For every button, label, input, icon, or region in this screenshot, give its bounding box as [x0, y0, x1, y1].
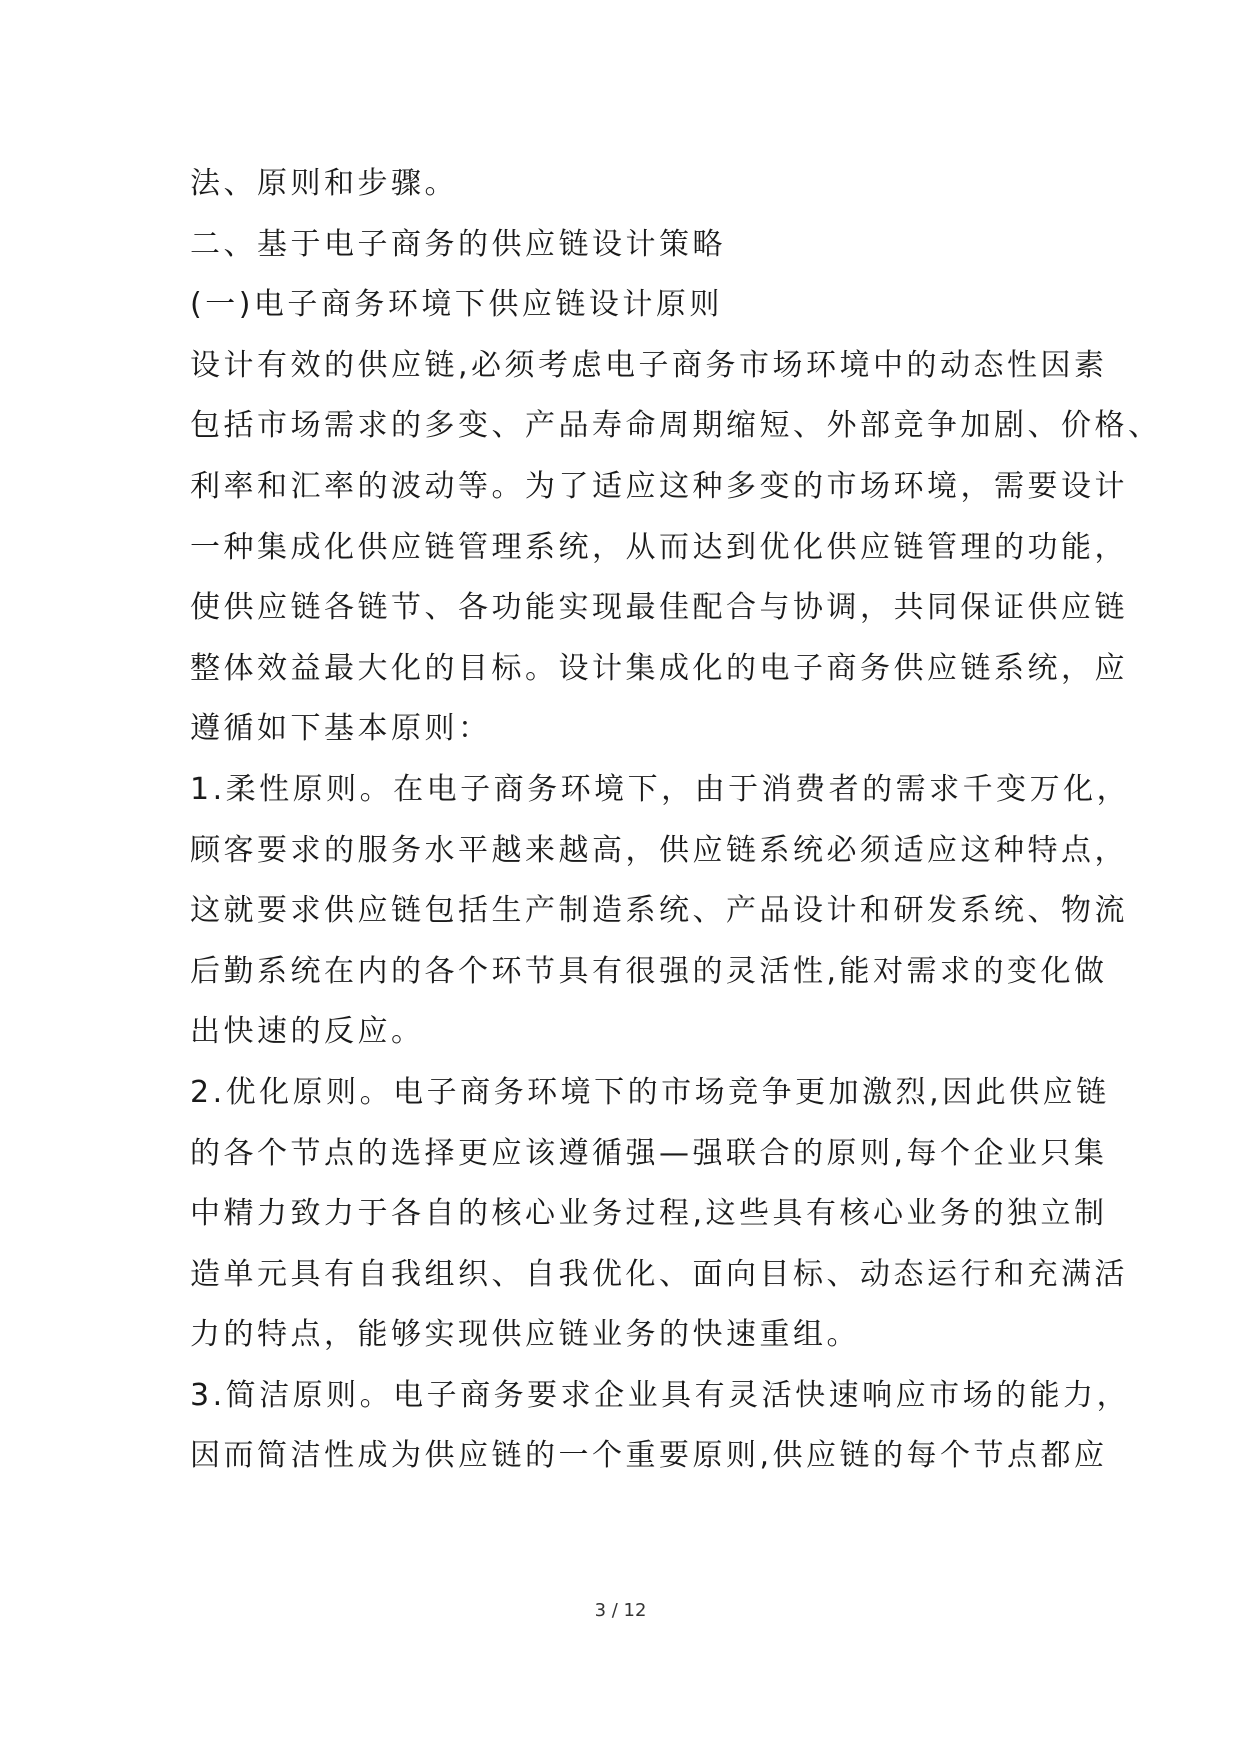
text-line: 设计有效的供应链,必须考虑电子商务市场环境中的动态性因素	[190, 347, 1108, 383]
document-body	[190, 154, 1162, 1487]
text-line: 整体效益最大化的目标。设计集成化的电子商务供应链系统，应	[190, 650, 1128, 686]
text-line: 造单元具有自我组织、自我优化、面向目标、动态运行和充满活	[190, 1256, 1128, 1292]
text-line: 因而简洁性成为供应链的一个重要原则,供应链的每个节点都应	[190, 1438, 1108, 1474]
page-number: 3 / 12	[594, 1600, 647, 1621]
subsection-heading: (一)电子商务环境下供应链设计原则	[190, 287, 723, 323]
principle-item: 1.柔性原则。在电子商务环境下，由于消费者的需求千变万化，	[190, 771, 1131, 807]
text-line: 遵循如下基本原则：	[190, 711, 492, 747]
text-line: 包括市场需求的多变、产品寿命周期缩短、外部竞争加剧、价格、	[190, 408, 1162, 444]
text-line: 法、原则和步骤。	[190, 166, 458, 201]
text-line: 一种集成化供应链管理系统，从而达到优化供应链管理的功能，	[190, 529, 1128, 565]
section-heading: 二、基于电子商务的供应链设计策略	[190, 226, 726, 262]
text-line: 这就要求供应链包括生产制造系统、产品设计和研发系统、物流	[190, 893, 1128, 929]
text-line: 中精力致力于各自的核心业务过程,这些具有核心业务的独立制	[190, 1196, 1108, 1232]
text-line: 后勤系统在内的各个环节具有很强的灵活性,能对需求的变化做	[190, 953, 1108, 989]
text-line: 利率和汇率的波动等。为了适应这种多变的市场环境，需要设计	[190, 468, 1128, 504]
text-line: 顾客要求的服务水平越来越高，供应链系统必须适应这种特点，	[190, 832, 1128, 868]
text-line: 使供应链各链节、各功能实现最佳配合与协调，共同保证供应链	[190, 590, 1128, 626]
principle-item: 3.简洁原则。电子商务要求企业具有灵活快速响应市场的能力，	[190, 1377, 1131, 1413]
text-line: 的各个节点的选择更应该遵循强—强联合的原则,每个企业只集	[190, 1135, 1108, 1171]
principle-item: 2.优化原则。电子商务环境下的市场竞争更加激烈,因此供应链	[190, 1074, 1110, 1110]
text-line: 出快速的反应。	[190, 1014, 425, 1050]
text-line: 力的特点，能够实现供应链业务的快速重组。	[190, 1317, 860, 1353]
